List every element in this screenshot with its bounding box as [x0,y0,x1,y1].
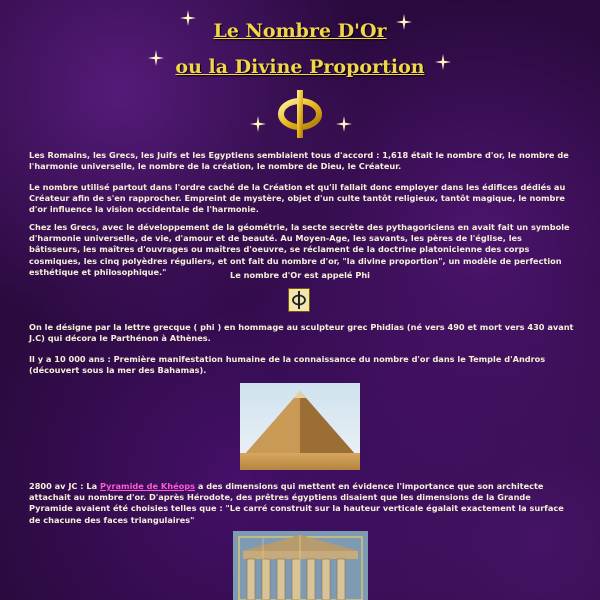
intro-paragraph: Les Romains, les Grecs, les Juifs et les Egyptiens semblaient tous d'accord : 1,618 était le nombre d'or, le nombre de l'harmonie universelle, le nombre de la création, le nombre de Dieu, le Créateur. [29,150,569,172]
page-subtitle: ou la Divine Proportion [175,56,425,78]
history-paragraph: Chez les Grecs, avec le développement de la géométrie, la secte secrète des pythagoriciens en avait fait un symbole d'harmonie universelle, de vie, d'amour et de beauté. Au Moyen-Age, les savants, les pères de l'église, les bâtisseurs, les maîtres d'ouvrages ou maîtres d'oeuvre, se réclament de la doctrine platonicienne des corps cosmiques, les cinq polyèdres réguliers, et ont fait du nombre d'or, "la divine proportion", un modèle de perfection esthétique et philosophique." [29,222,570,277]
creation-paragraph: Le nombre utilisé partout dans l'ordre caché de la Création et qu'il fallait donc employer dans les édifices dédiés au Créateur afin de s'en rapprocher. Empreint de mystère, objet d'un culte tantôt religieux, tantôt magique, le nombre d'or influence la vision occidentale de l'harmonie. [29,182,566,215]
kheops-prefix: 2800 av JC : La [29,481,100,491]
phi-small-icon [288,288,310,312]
kheops-suffix: a des dimensions qui mettent en évidence l'importance que son architecte attachait au nombre d'or. D'après Hérodote, des prêtres égyptiens disaient que les dimensions de la Grande Pyramide avaient été choisies telles que : "Le carré construit sur la hauteur verticale égalait exactement la surface de chacune des faces triangulaires" [29,481,564,525]
parthenon-image [233,531,368,600]
pyramid-image [240,383,360,470]
sparkle-star-icon [250,116,266,132]
phidias-paragraph: On le désigne par la lettre grecque ( phi ) en hommage au sculpteur grec Phidias (né vers 490 et mort vers 430 avant J.C) qui décora le Parthénon à Athènes. [29,322,574,344]
andros-paragraph: Il y a 10 000 ans : Première manifestation humaine de la connaissance du nombre d'or dans le Temple d'Andros (découvert sous la mer des Bahamas). [29,354,546,376]
sparkle-star-icon [336,116,352,132]
phi-caption: Le nombre d'Or est appelé Phi [230,270,370,280]
kheops-paragraph [29,481,574,526]
phi-symbol-icon [272,86,328,142]
kheops-link[interactable]: Pyramide de Khéops [99,481,195,491]
page-title: Le Nombre D'Or [213,20,387,42]
